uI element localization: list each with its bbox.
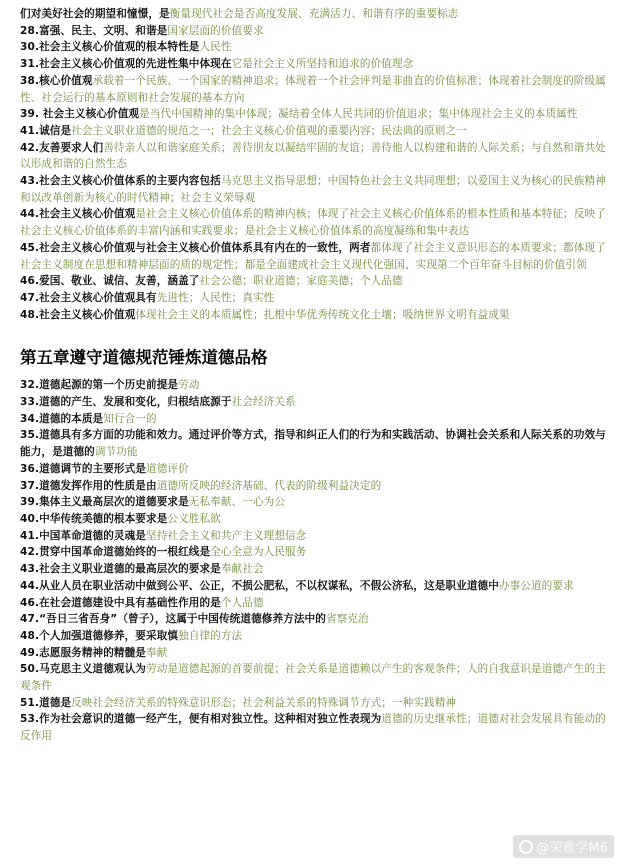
question-text: 41.诚信是	[20, 124, 72, 137]
question-text: 46.爱国、敬业、诚信、友善，涵盖了	[20, 275, 200, 288]
question-text: 51.道德是	[20, 696, 72, 709]
question-text: 45.社会主义核心价值观与社会主义核心价值体系具有内在的一致性，两者	[20, 241, 371, 254]
question-text: 47.“吾日三省吾身”（曾子），这属于中国传统道德修养方法中的	[20, 613, 326, 626]
qa-item	[20, 711, 606, 744]
question-text: 50.马克思主义道德观认为	[20, 663, 147, 676]
answer-text: 劳动	[178, 379, 200, 392]
question-text: 42.贯穿中国革命道德始终的一根红线是	[20, 546, 211, 559]
qa-item	[20, 661, 606, 694]
answer-text: 马克思主义指导思想；中国特色社会主义共同理想；以爱国主义为核心的民族精神和以改革创新为核心的时代精神；社会主义荣辱观	[20, 175, 606, 204]
answer-text: 它是社会主义所坚持和追求的价值理念	[231, 58, 414, 71]
qa-item	[20, 307, 606, 324]
qa-item	[20, 394, 606, 411]
question-text: 44.从业人员在职业活动中做到公平、公正，不损公肥私，不以权谋私，不假公济私，这是职业道德中	[20, 579, 499, 592]
answer-text: 全心全意为人民服务	[210, 546, 307, 559]
answer-text: 社会主义职业道德的规范之一；社会主义核心价值观的重要内容；民法典的原则之一	[71, 124, 467, 137]
answer-text: 知行合一的	[103, 412, 157, 425]
qa-item	[20, 240, 606, 273]
answer-text: 都体现了社会主义意识形态的本质要求；都体现了社会主义制度在思想和精神层面的质的规定性；都是全面建成社会主义现代化强国、实现第二个百年奋斗目标的价值引领	[20, 241, 606, 271]
question-text: 32.道德起源的第一个历史前提是	[20, 379, 179, 392]
answer-text: 先进性；人民性；真实性	[156, 291, 275, 304]
qa-item	[20, 206, 606, 239]
question-text: 53.作为社会意识的道德一经产生，便有相对独立性。这种相对独立性表现为	[20, 713, 382, 726]
qa-item	[20, 645, 606, 662]
answer-text: 道德评价	[146, 462, 189, 475]
qa-item	[20, 595, 606, 612]
qa-item	[20, 628, 606, 645]
answer-text: 体现社会主义的本质属性；扎根中华优秀传统文化土壤；吸纳世界文明有益成果	[135, 308, 510, 321]
answer-text: 独自律的方法	[178, 629, 243, 642]
answer-text: 公义胜私欲	[167, 512, 221, 525]
watermark	[513, 835, 615, 858]
qa-item	[20, 377, 606, 394]
answer-text: 是当代中国精神的集中体现；凝结着全体人民共同的价值追求；集中体现社会主义的本质属性	[139, 108, 578, 121]
answer-text: 劳动是道德起源的首要前提；社会关系是道德赖以产生的客观条件；人的自我意识是道德产生的主观条件	[20, 663, 606, 693]
answer-text: 道德所反映的经济基础、代表的阶级利益决定的	[156, 479, 382, 492]
question-text: 39. 社会主义核心价值观	[20, 108, 140, 121]
weibo-icon	[519, 840, 533, 854]
question-text: 35.道德具有多方面的功能和效力。通过评价等方式，指导和纠正人们的行为和实践活动、协调社会关系和人际关系的功效与能力，是道德的	[20, 429, 606, 459]
answer-text: 善待亲人以和谐家庭关系；善待朋友以凝结牢固的友谊；善待他人以构建和谐的人际关系；与自然和谐共处以形成和谐的自然生态	[20, 141, 606, 171]
answer-text: 社会经济关系	[231, 396, 296, 409]
qa-item	[20, 511, 606, 528]
qa-item	[20, 528, 606, 545]
answer-text: 坚持社会主义和共产主义理想信念	[146, 529, 307, 542]
answer-text: 国家层面的价值要求	[167, 24, 264, 37]
qa-item	[20, 23, 606, 40]
answer-text: 承载着一个民族、一个国家的精神追求；体现着一个社会评判是非曲直的价值标准；体现着社会制度的阶级属性、社会运行的基本原则和社会发展的基本方向	[20, 74, 606, 104]
question-text: 48.社会主义核心价值观	[20, 308, 136, 321]
qa-item	[20, 461, 606, 478]
answer-text: 是社会主义核心价值体系的精神内核；体现了社会主义核心价值体系的根本性质和基本特征；反映了社会主义核心价值体系的丰富内涵和实践要求；是社会主义核心价值体系的高度凝练和集中表达	[20, 208, 606, 238]
answer-text: 反映社会经济关系的特殊意识形态；社会利益关系的特殊调节方式；一种实践精神	[71, 696, 457, 709]
answer-text: 省察克治	[325, 613, 369, 626]
qa-item	[20, 73, 606, 106]
question-text: 36.道德调节的主要形式是	[20, 462, 147, 475]
qa-item	[20, 140, 606, 173]
answer-text: 奉献	[146, 646, 168, 659]
qa-item	[20, 123, 606, 140]
qa-item	[20, 39, 606, 56]
qa-item	[20, 290, 606, 307]
question-text: 34.道德的本质是	[20, 412, 104, 425]
answer-text: 办事公道的要求	[498, 579, 574, 592]
question-text: 44.社会主义核心价值观	[20, 208, 136, 221]
qa-item	[20, 561, 606, 578]
question-text: 们对美好社会的期望和憧憬，是	[20, 8, 170, 20]
question-text: 43.社会主义核心价值体系的主要内容包括	[20, 175, 221, 188]
qa-item	[20, 273, 606, 290]
chapter-title: 第五章遵守道德规范锤炼道德品格	[20, 348, 268, 368]
answer-text: 衡量现代社会是否高度发展、充满活力、和谐有序的重要标志	[169, 8, 459, 20]
section-morality	[20, 377, 606, 744]
qa-item	[20, 56, 606, 73]
question-text: 41.中国革命道德的灵魂是	[20, 529, 147, 542]
qa-item	[20, 544, 606, 561]
qa-item	[20, 478, 606, 495]
question-text: 31.社会主义核心价值观的先进性集中体现在	[20, 58, 232, 71]
question-text: 46.在社会道德建设中具有基础性作用的是	[20, 596, 221, 609]
question-text: 37.道德发挥作用的性质是由	[20, 479, 157, 492]
qa-item	[20, 411, 606, 428]
question-text: 33.道德的产生、发展和变化，归根结底源于	[20, 396, 232, 409]
question-text: 42.友善要求人们	[20, 141, 104, 154]
qa-item	[20, 427, 606, 460]
answer-text: 奉献社会	[220, 563, 264, 576]
question-text: 48.个人加强道德修养，要采取慎	[20, 629, 179, 642]
question-text: 40.中华传统美德的根本要求是	[20, 512, 168, 525]
qa-item	[20, 173, 606, 206]
question-text: 43.社会主义职业道德的最高层次的要求是	[20, 563, 221, 576]
qa-item	[20, 695, 606, 712]
question-text: 28.富强、民主、文明、和谐是	[20, 24, 168, 37]
answer-text: 人民性	[199, 41, 232, 54]
answer-text: 社会公德；职业道德；家庭美德；个人品德	[199, 275, 403, 288]
question-text: 39.集体主义最高层次的道德要求是	[20, 496, 189, 509]
section-core-values	[20, 6, 606, 323]
question-text: 47.社会主义核心价值观具有	[20, 291, 157, 304]
answer-text: 道德的历史继承性；道德对社会发展具有能动的反作用	[20, 713, 606, 743]
answer-text: 无私奉献、一心为公	[188, 496, 286, 509]
answer-text: 个人品德	[220, 596, 264, 609]
qa-item	[20, 494, 606, 511]
question-text: 38.核心价值观	[20, 74, 93, 87]
question-text: 49.志愿服务精神的精髓是	[20, 646, 147, 659]
qa-item	[20, 611, 606, 628]
answer-text: 调节功能	[94, 446, 138, 459]
watermark-text: @荣雅学M6	[536, 841, 608, 856]
qa-item	[20, 106, 606, 123]
qa-item	[20, 578, 606, 595]
question-text: 30.社会主义核心价值观的根本特性是	[20, 41, 200, 54]
qa-item	[20, 6, 606, 23]
